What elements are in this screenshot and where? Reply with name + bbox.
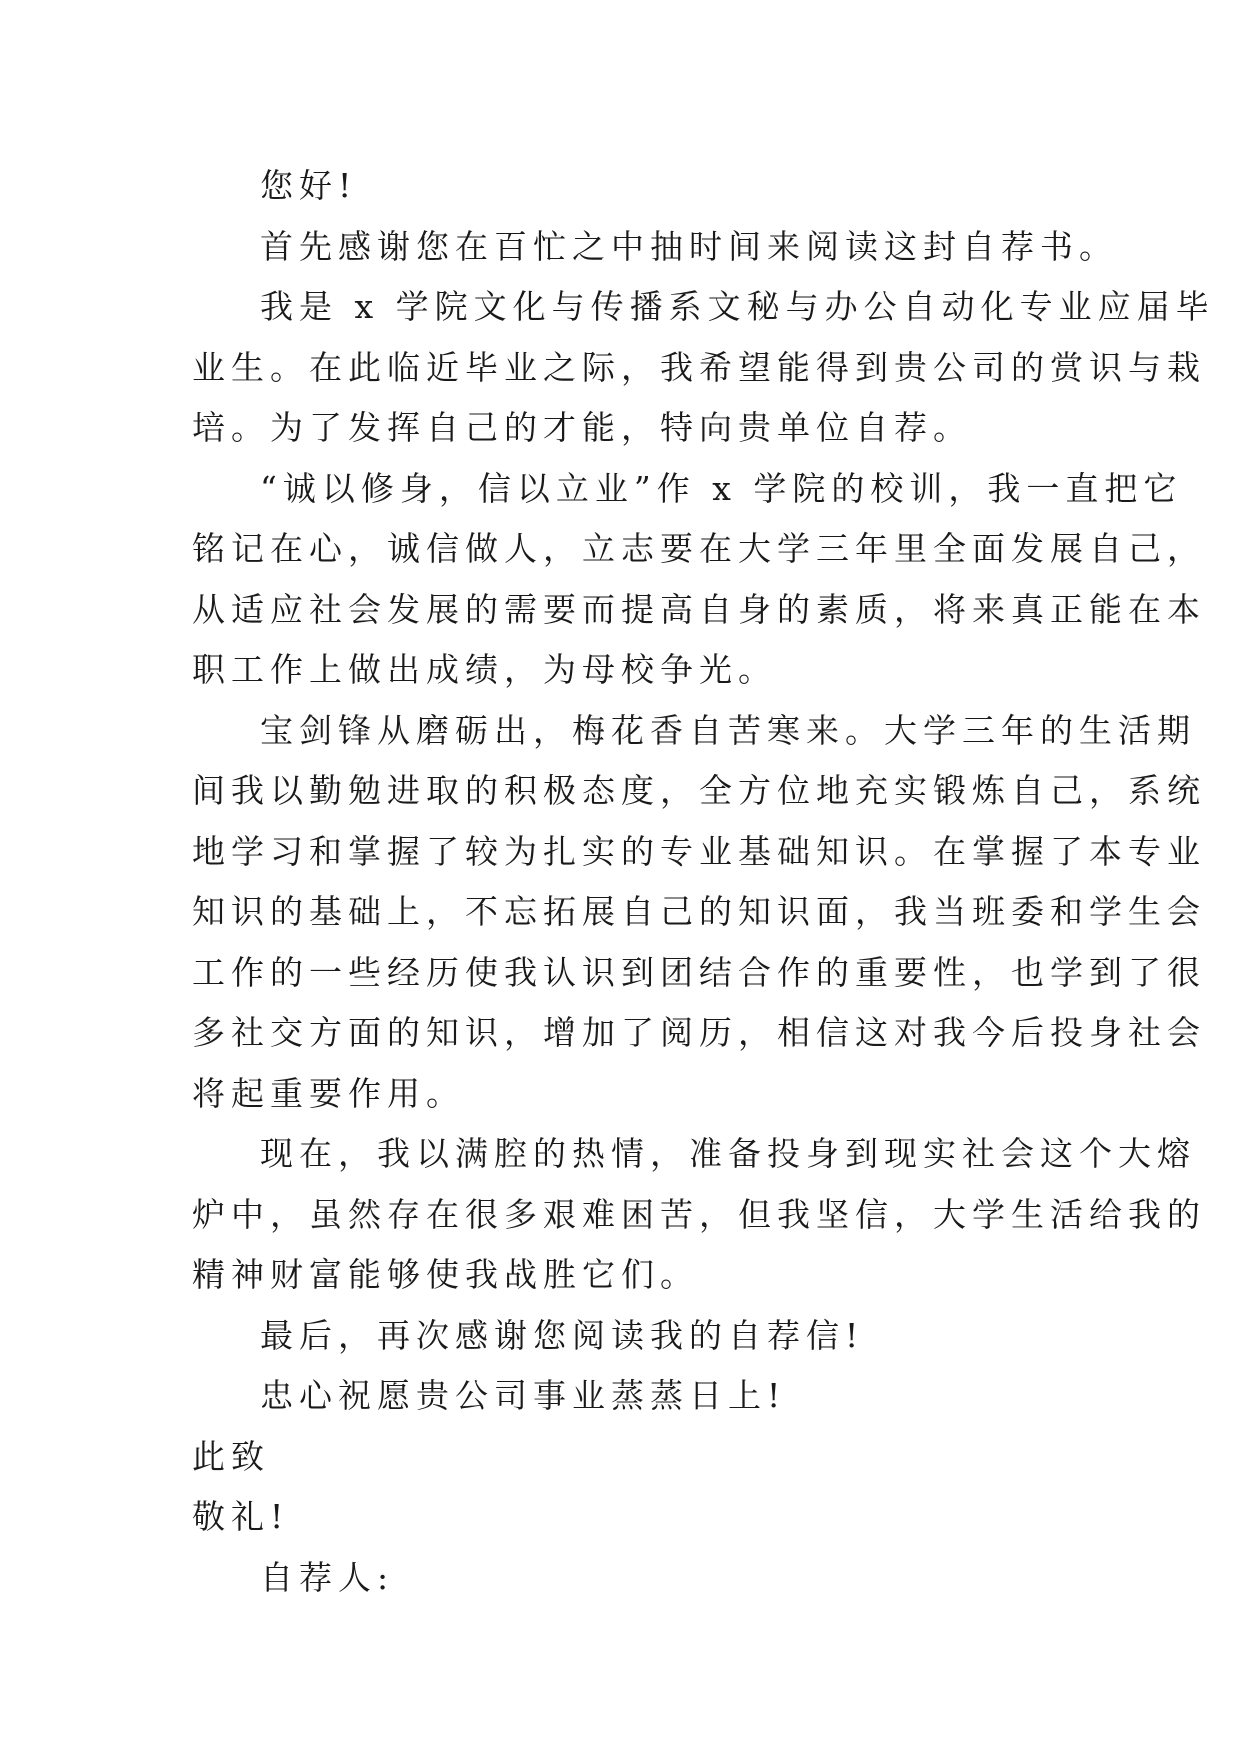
- paragraph-wishes: 忠心祝愿贵公司事业蒸蒸日上!: [260, 1376, 787, 1415]
- paragraph-commitment-line-3: 精神财富能够使我战胜它们。: [192, 1255, 699, 1294]
- paragraph-experience-line-4: 知识的基础上，不忘拓展自己的知识面，我当班委和学生会: [192, 892, 1206, 931]
- paragraph-motto-line-3: 从适应社会发展的需要而提高自身的素质，将来真正能在本: [192, 589, 1206, 629]
- paragraph-motto-line-2: 铭记在心，诚信做人，立志要在大学三年里全面发展自己，: [192, 529, 1206, 568]
- paragraph-intro-line-2: 业生。在此临近毕业之际，我希望能得到贵公司的赏识与栽: [192, 347, 1206, 387]
- paragraph-experience-line-5: 工作的一些经历使我认识到团结合作的重要性，也学到了很: [192, 952, 1206, 992]
- paragraph-motto-line-4: 职工作上做出成绩，为母校争光。: [192, 650, 777, 689]
- greeting: 您好!: [260, 166, 358, 205]
- closing-salutation: 此致: [192, 1436, 270, 1476]
- paragraph-experience-line-1: 宝剑锋从磨砺出，梅花香自苦寒来。大学三年的生活期: [260, 710, 1196, 750]
- paragraph-experience-line-7: 将起重要作用。: [192, 1073, 465, 1113]
- signature-label: 自荐人:: [260, 1557, 395, 1597]
- paragraph-intro-line-3: 培。为了发挥自己的才能，特向贵单位自荐。: [192, 408, 972, 447]
- paragraph-intro-line-1: 我是 x 学院文化与传播系文秘与办公自动化专业应届毕: [260, 287, 1215, 326]
- cover-letter: [192, 156, 1215, 1608]
- paragraph-experience-line-3: 地学习和掌握了较为扎实的专业基础知识。在掌握了本专业: [192, 831, 1206, 871]
- paragraph-experience-line-2: 间我以勤勉进取的积极态度，全方位地充实锻炼自己，系统: [192, 771, 1206, 810]
- paragraph-commitment-line-2: 炉中，虽然存在很多艰难困苦，但我坚信，大学生活给我的: [192, 1194, 1206, 1234]
- paragraph-final-thanks: 最后，再次感谢您阅读我的自荐信!: [260, 1315, 865, 1355]
- paragraph-experience-line-6: 多社交方面的知识，增加了阅历，相信这对我今后投身社会: [192, 1013, 1206, 1052]
- paragraph-commitment-line-1: 现在，我以满腔的热情，准备投身到现实社会这个大熔: [260, 1134, 1196, 1173]
- closing-regards: 敬礼!: [192, 1497, 290, 1536]
- paragraph-thanks: 首先感谢您在百忙之中抽时间来阅读这封自荐书。: [260, 226, 1118, 266]
- paragraph-motto-line-1: “诚以修身，信以立业”作 x 学院的校训，我一直把它: [260, 468, 1183, 508]
